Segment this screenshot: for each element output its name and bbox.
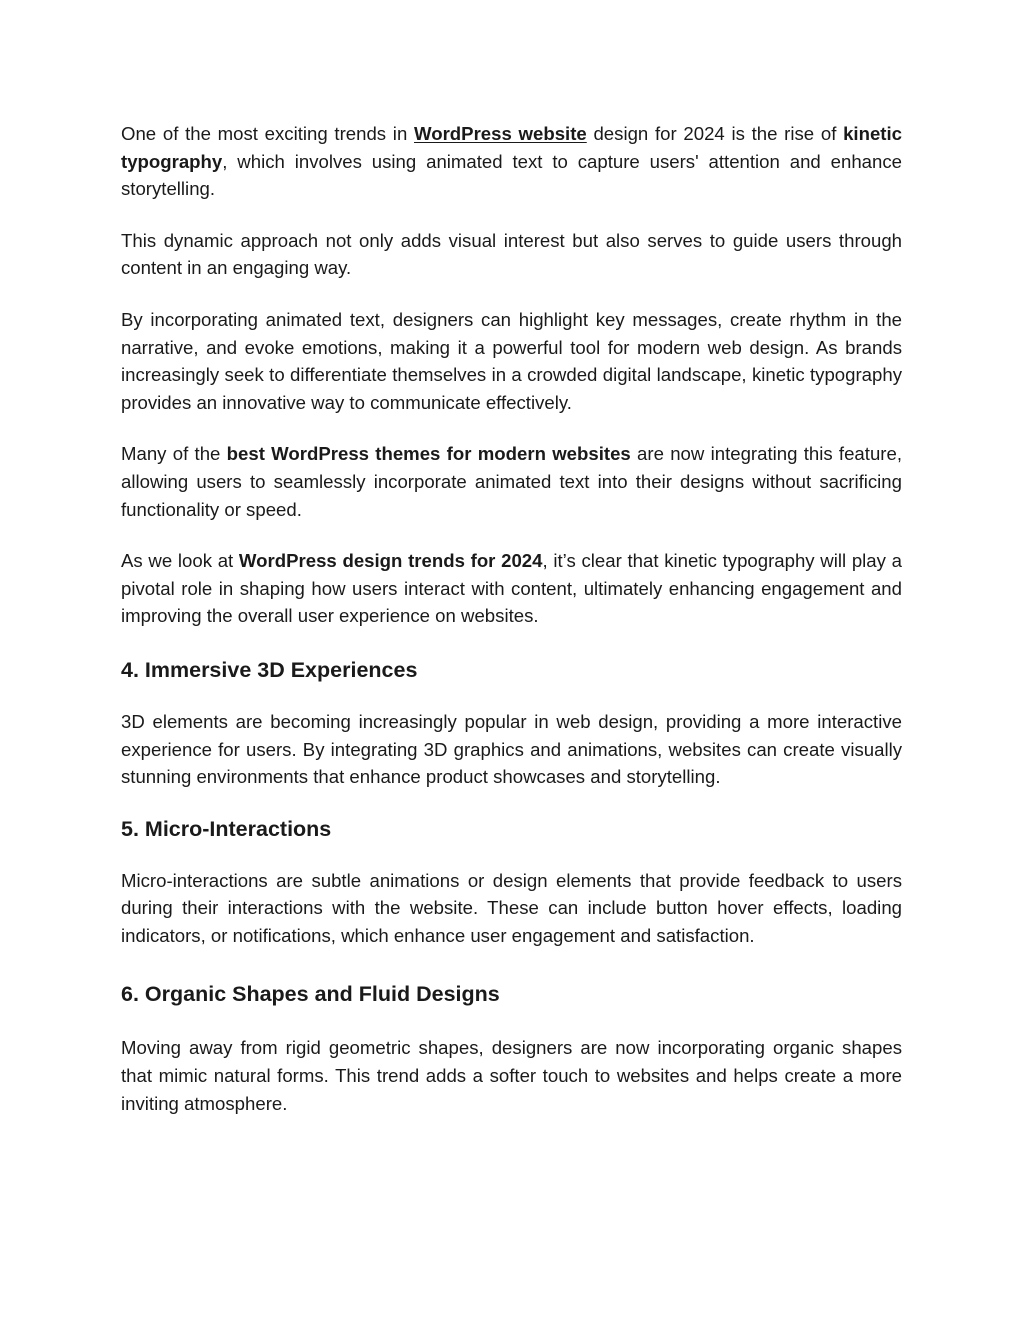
heading-immersive-3d: 4. Immersive 3D Experiences [121,657,418,682]
text-segment: design for 2024 is the rise of [586,123,844,144]
text-segment: , which involves using animated text to capture users' attention and enhance storytelling. [121,150,902,200]
bold-term-design-trends: WordPress design trends for 2024 [238,550,543,572]
bold-term-best-themes: best WordPress themes for modern websites [226,443,631,465]
document-page [121,120,902,1117]
text-segment: As we look at [121,550,239,572]
text-segment: , it’s clear that kinetic typography will play a pivotal role in shaping how users interact with content, ultimately enhancing engagement and improving the overall user experience on websites. [121,550,902,627]
paragraph-design-trends [121,547,902,630]
paragraph-dynamic-approach: This dynamic approach not only adds visual interest but also serves to guide users through content in an engaging way. [121,229,902,279]
paragraph-micro-interactions: Micro-interactions are subtle animations or design elements that provide feedback to users during their interactions with the website. These can include button hover effects, loading indicators, or notifications, which enhance user engagement and satisfaction. [121,869,902,946]
text-segment: are now integrating this feature, allowing users to seamlessly incorporate animated text into their designs without sacrificing functionality or speed. [121,443,902,520]
heading-micro-interactions: 5. Micro-Interactions [121,816,332,841]
paragraph-kinetic-intro [121,120,902,203]
wordpress-website-link[interactable]: WordPress website [414,123,587,144]
paragraph-animated-text: By incorporating animated text, designers can highlight key messages, create rhythm in the narrative, and evoke emotions, making it a powerful tool for modern web design. As brands increasingly seek to differentiate themselves in a crowded digital landscape, kinetic typography provides an innovative way to communicate effectively. [121,308,902,413]
paragraph-best-themes [121,440,902,523]
bold-term-kinetic-typography: kinetic typography [121,123,902,172]
heading-organic-shapes: 6. Organic Shapes and Fluid Designs [121,982,500,1007]
text-segment: One of the most exciting trends in [121,123,414,144]
paragraph-immersive-3d: 3D elements are becoming increasingly popular in web design, providing a more interactive experience for users. By integrating 3D graphics and animations, websites can create visually stunning environments that enhance product showcases and storytelling. [121,710,902,788]
text-segment: Many of the [121,443,227,465]
paragraph-organic-shapes: Moving away from rigid geometric shapes, designers are now incorporating organic shapes that mimic natural forms. This trend adds a softer touch to websites and helps create a more inviting atmosphere. [121,1037,902,1114]
